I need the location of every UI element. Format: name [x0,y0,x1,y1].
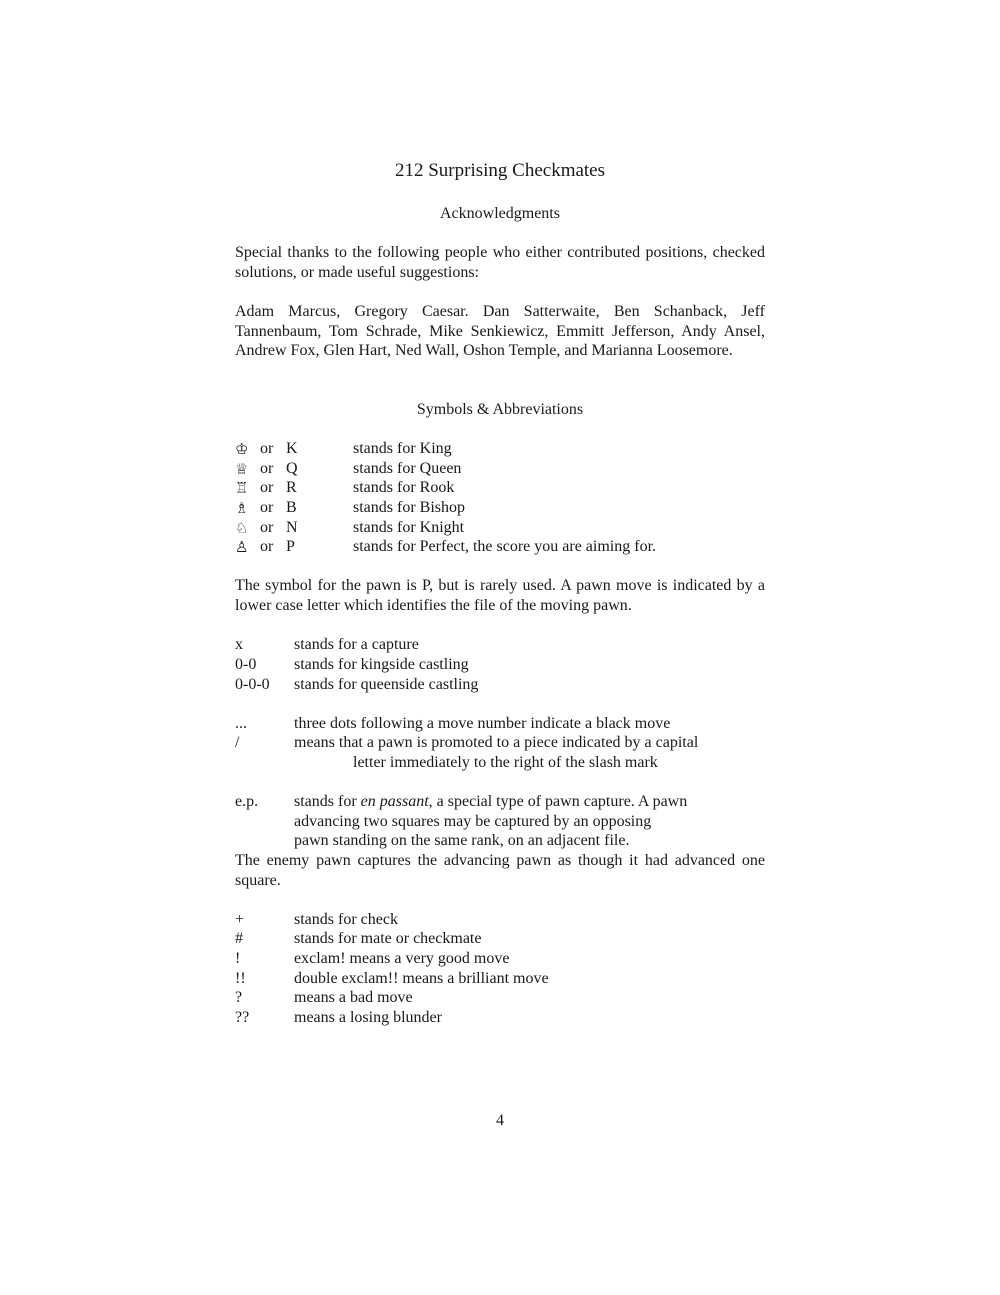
knight-icon: ♘ [235,519,249,537]
piece-letter: R [286,479,297,496]
ep-line3: pawn standing on the same rank, on an adjacent file. [294,832,630,849]
symbols-heading: Symbols & Abbreviations [416,401,584,418]
abbr-description: stands for check [294,911,398,928]
slash-continuation: letter immediately to the right of the slash mark [353,754,658,771]
piece-letter: P [286,538,295,555]
pawn-note: The symbol for the pawn is P, but is rarely used. A pawn move is indicated by a lower case letter which identifies the file of the moving pawn. [235,577,765,614]
annotation-row-bad [235,988,795,1008]
abbr-key: ... [235,715,247,732]
abbr-description: stands for a capture [294,636,419,653]
piece-description: stands for Rook [353,479,455,496]
abbr-description: means a losing blunder [294,1009,442,1026]
abbr-row-capture [235,635,795,655]
abbr-row-dots [235,714,795,734]
piece-description: stands for Perfect, the score you are aiming for. [353,538,657,555]
ep-line1-rest: , a special type of pawn capture. A pawn [428,793,688,810]
acknowledgments-heading: Acknowledgments [440,205,560,222]
abbr-key: e.p. [235,793,259,810]
piece-letter: N [286,519,298,536]
abbr-description [294,792,687,812]
abbr-row-queenside [235,675,795,695]
abbr-description: means a bad move [294,989,413,1006]
piece-letter: K [286,440,298,457]
acknowledgments-intro: Special thanks to the following people who either contributed positions, checked solutions, or made useful suggestions: [235,244,765,281]
or-label: or [260,460,274,477]
abbr-key: 0-0 [235,656,257,673]
rook-icon: ♖ [235,479,249,497]
abbr-key: ?? [235,1009,250,1026]
or-label: or [260,499,274,516]
ep-prefix: stands for [294,793,361,810]
piece-description: stands for Bishop [353,499,465,516]
abbr-description: three dots following a move number indicate a black move [294,715,671,732]
annotation-row-check [235,910,795,930]
annotation-row-good [235,949,795,969]
piece-letter: Q [286,460,298,477]
ep-note: The enemy pawn captures the advancing pawn as though it had advanced one square. [235,852,765,889]
queen-icon: ♕ [235,460,249,478]
abbr-key: # [235,930,243,947]
abbr-key: / [235,734,240,751]
piece-description: stands for Queen [353,460,462,477]
abbr-row-kingside [235,655,795,675]
abbr-description: exclam! means a very good move [294,950,510,967]
piece-symbol-row-knight [235,518,795,538]
abbr-key: ? [235,989,243,1006]
piece-description: stands for King [353,440,452,457]
piece-letter: B [286,499,297,516]
abbr-description: stands for kingside castling [294,656,469,673]
annotation-row-blunder [235,1008,795,1028]
page-number: 4 [496,1112,504,1129]
abbr-key: !! [235,970,246,987]
ep-line2: advancing two squares may be captured by an opposing [294,813,652,830]
abbr-description: stands for mate or checkmate [294,930,482,947]
abbr-key: 0-0-0 [235,676,270,693]
acknowledgments-names: Adam Marcus, Gregory Caesar. Dan Satterwaite, Ben Schanback, Jeff Tannenbaum, Tom Schrade, Mike Senkiewicz, Emmitt Jefferson, Andy Ansel, Andrew Fox, Glen Hart, Ned Wall, Oshon Temple, and Marianna Loosemore. [235,303,765,360]
abbr-key: x [235,636,243,653]
annotation-row-brilliant [235,969,795,989]
piece-symbol-row-king [235,439,795,459]
piece-symbol-row-bishop [235,498,795,518]
abbr-description: double exclam!! means a brilliant move [294,970,549,987]
or-label: or [260,538,274,555]
pawn-icon: ♙ [235,538,249,556]
abbr-row-slash [235,733,795,753]
page-title: 212 Surprising Checkmates [394,160,606,181]
abbr-key: ! [235,950,241,967]
abbr-description: stands for queenside castling [294,676,479,693]
abbr-key: + [235,911,245,928]
king-icon: ♔ [235,440,249,458]
or-label: or [260,519,274,536]
piece-symbol-row-queen [235,459,795,479]
abbr-row-ep [235,792,795,812]
ep-italic-term: en passant [360,793,429,810]
or-label: or [260,479,274,496]
abbr-description: means that a pawn is promoted to a piece indicated by a capital [294,734,699,751]
annotation-row-mate [235,929,795,949]
piece-symbol-row-pawn [235,537,795,557]
piece-symbol-row-rook [235,478,795,498]
or-label: or [260,440,274,457]
bishop-icon: ♗ [235,499,249,517]
piece-description: stands for Knight [353,519,465,536]
